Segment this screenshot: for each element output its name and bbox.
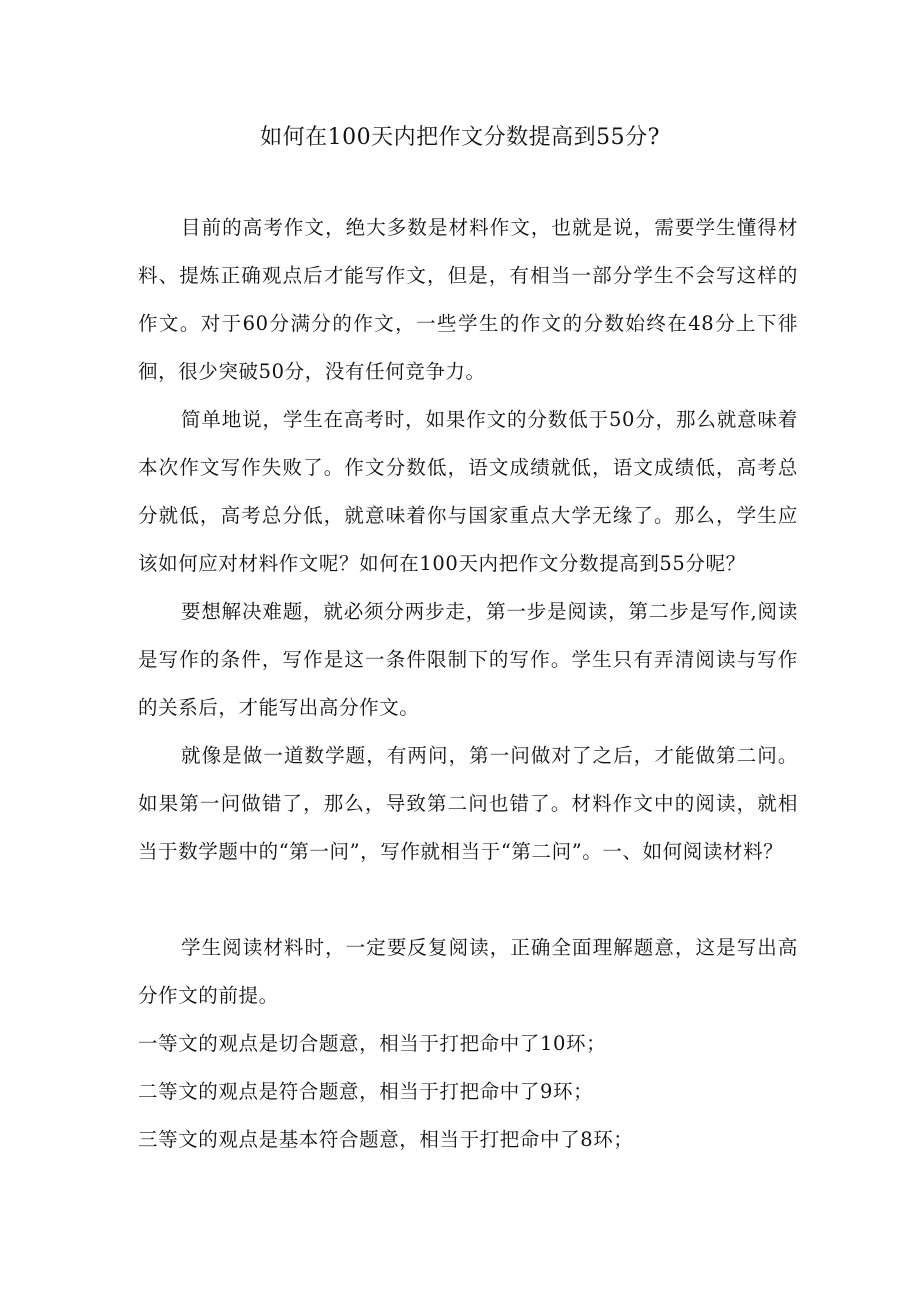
- grade-line-3: 三等文的观点是基本符合题意，相当于打把命中了8环；: [138, 1128, 634, 1151]
- grade-line-2: 二等文的观点是符合题意，相当于打把命中了9环；: [138, 1080, 594, 1103]
- paragraph-3: 要想解决难题，就必须分两步走，第一步是阅读，第二步是写作,阅读是写作的条件，写作是这一条件限制下的写作。学生只有弄清阅读与写作的关系后，才能写出高分作文。: [138, 600, 798, 719]
- paragraph-4: 就像是做一道数学题，有两问，第一问做对了之后，才能做第二问。如果第一问做错了，那么，导致第二问也错了。材料作文中的阅读，就相当于数学题中的“第一问”，写作就相当于“第二问”。一、如何阅读材料？: [138, 744, 798, 863]
- paragraph-2: 简单地说，学生在高考时，如果作文的分数低于50分，那么就意味着本次作文写作失败了。作文分数低，语文成绩就低，语文成绩低，高考总分就低，高考总分低，就意味着你与国家重点大学无缘了。那么，学生应该如何应对材料作文呢？如何在100天内把作文分数提高到55分呢？: [138, 408, 798, 575]
- document-title: 如何在100天内把作文分数提高到55分?: [260, 125, 660, 150]
- paragraph-5: 学生阅读材料时，一定要反复阅读，正确全面理解题意，这是写出高分作文的前提。: [138, 936, 798, 1007]
- paragraph-1: 目前的高考作文，绝大多数是材料作文，也就是说，需要学生懂得材料、提炼正确观点后才能写作文，但是，有相当一部分学生不会写这样的作文。对于60分满分的作文，一些学生的作文的分数始终在48分上下徘徊，很少突破50分，没有任何竞争力。: [138, 216, 798, 383]
- grade-line-1: 一等文的观点是切合题意，相当于打把命中了10环；: [138, 1032, 607, 1055]
